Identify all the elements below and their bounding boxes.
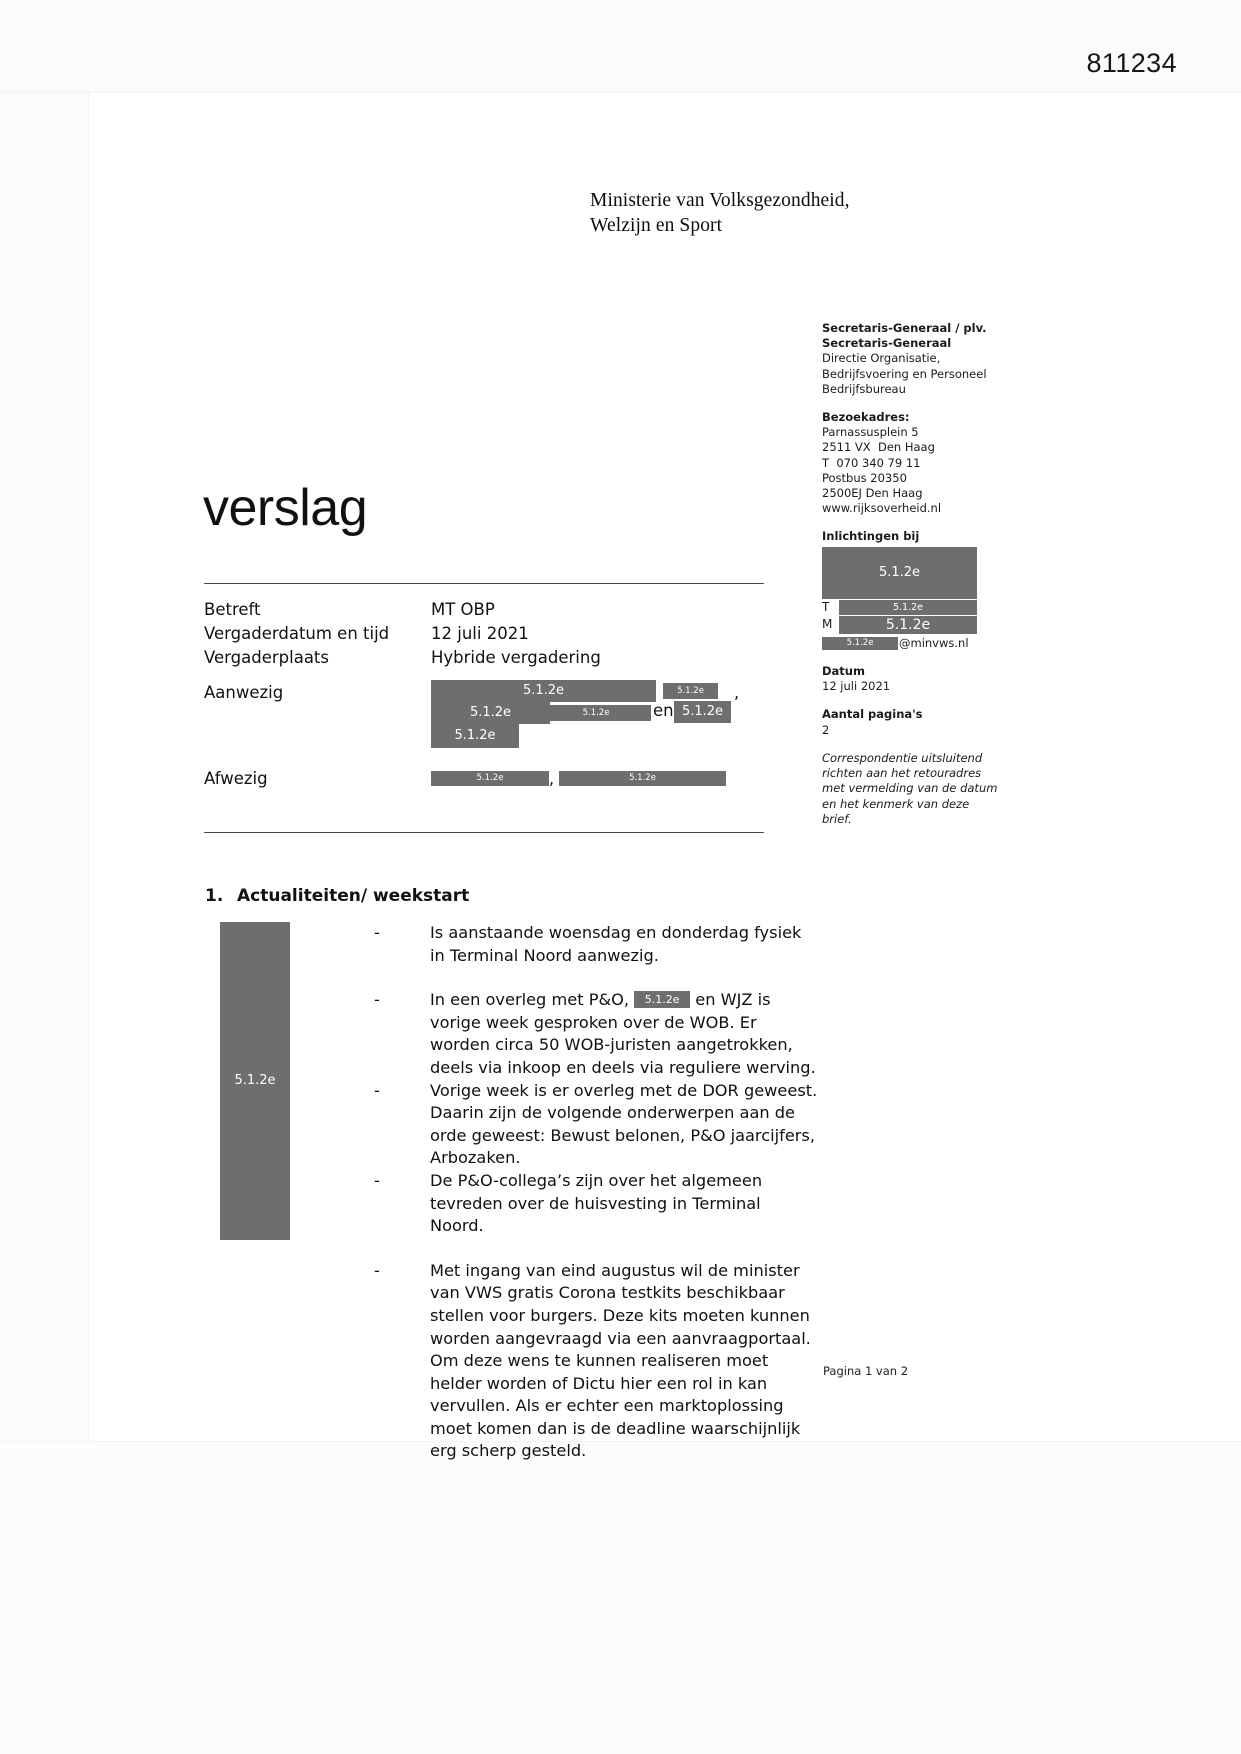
sidebar-organisation-block [822,321,1012,397]
sidebar-visiting-address-block [822,410,1012,516]
redaction-absentee-1: 5.1.2e [431,771,549,786]
section-heading [205,886,469,906]
ministry-line-2: Welzijn en Sport [590,215,723,236]
ministry-line-1: Ministerie van Volksgezondheid, [590,190,850,211]
visit-address-city: 2500EJ Den Haag [822,486,923,501]
bullet-text: Is aanstaande woensdag en donderdag fysiek in Terminal Noord aanwezig. [430,923,802,965]
redaction-phone: 5.1.2e [839,600,977,615]
bullet-gap [374,967,819,989]
sidebar-correspondence-note [822,751,1012,827]
vergaderdatum-value: 12 juli 2021 [431,624,529,643]
sidebar-date-block [822,664,1012,694]
section-bullet-list [374,922,819,1463]
sidebar-pagecount-head: Aantal pagina's [822,707,923,722]
meta-row-betreft [204,598,769,622]
divider-bottom [204,832,764,833]
org-line-1: Directie Organisatie, [822,351,941,366]
visit-address-postbus: Postbus 20350 [822,470,907,485]
bullet-text: Met ingang van eind augustus wil de minister van VWS gratis Corona testkits beschikbaar stellen voor burgers. Deze kits moeten kunnen worden aangevraagd via een aanvraagportaal. Om deze wens te kunnen realiseren moet helder worden of Dictu hier een rol in kan vervullen. Als er echter een marktoplossing moet komen dan is de deadline waarschijnlijk erg scherp gesteld. [430,1260,811,1461]
redaction-contact-name: 5.1.2e [822,547,977,599]
scan-edge-top [0,0,1241,93]
meta-row-vergaderdatum [204,622,769,646]
mobile-label: M [822,617,833,632]
sidebar-date-head: Datum [822,664,865,679]
ministry-heading [590,188,850,238]
list-item [374,1170,819,1238]
email-domain-suffix: @minvws.nl [899,635,969,650]
org-head-line-1: Secretaris-Generaal / plv. [822,321,987,335]
bullet-text: Vorige week is er overleg met de DOR geweest. Daarin zijn de volgende onderwerpen aan de orde geweest: Bewust belonen, P&O jaarcijfers, Arbozaken. [430,1080,818,1168]
bullet-dash: - [374,990,380,1010]
bullet-dash: - [374,1170,380,1190]
attendee-comma-1: , [734,683,740,702]
bullet-dash: - [374,1080,380,1100]
bullet-text-after: en WJZ is vorige week gesproken over de WOB. Er worden circa 50 WOB-juristen aangetrokken, deels via inkoop en deels via reguliere werving. [430,990,816,1077]
redaction-attendee-5: 5.1.2e [674,701,731,723]
sidebar-date-value: 12 juli 2021 [822,679,891,694]
absentee-comma: , [549,769,555,788]
meta-row-vergaderplaats [204,646,769,670]
bullet-dash: - [374,1260,380,1280]
list-item [374,1080,819,1170]
redaction-inline-name: 5.1.2e [634,991,690,1008]
scan-edge-bottom [0,1441,1241,1754]
note-line-3: met vermelding van de datum [822,781,998,796]
redaction-attendee-1: 5.1.2e [431,680,656,702]
bullet-text: De P&O-collega’s zijn over het algemeen tevreden over de huisvesting in Terminal Noord. [430,1170,763,1236]
redaction-speaker-name: 5.1.2e [220,922,290,1240]
afwezig-label: Afwezig [204,769,268,788]
betreft-label: Betreft [204,600,261,619]
redaction-attendee-2: 5.1.2e [663,683,718,699]
page-title: verslag [203,479,368,537]
page-footer: Pagina 1 van 2 [823,1364,909,1378]
redaction-attendee-3: 5.1.2e [431,702,550,724]
bullet-text-before: In een overleg met P&O, [430,990,629,1010]
aanwezig-label: Aanwezig [204,683,284,702]
redaction-email: 5.1.2e [822,637,898,650]
visit-address-line-1: Parnassusplein 5 [822,425,919,440]
attendee-conjunction: en [653,701,674,720]
phone-label: T [822,599,830,614]
contact-info-head: Inlichtingen bij [822,529,920,544]
vergaderplaats-label: Vergaderplaats [204,648,329,667]
bullet-gap [374,1238,819,1260]
visit-address-head: Bezoekadres: [822,410,910,425]
section-number: 1. [205,886,224,906]
visit-address-line-2: 2511 VX Den Haag [822,440,935,455]
org-line-3: Bedrijfsbureau [822,381,906,396]
note-line-5: brief. [822,812,852,827]
list-item [374,1260,819,1463]
vergaderplaats-value: Hybride vergadering [431,648,601,667]
section-title: Actualiteiten/ weekstart [237,886,470,906]
note-line-4: en het kenmerk van deze [822,796,970,811]
org-line-2: Bedrijfsvoering en Personeel [822,366,987,381]
visit-address-website: www.rijksoverheid.nl [822,501,942,516]
bullet-dash: - [374,923,380,942]
org-head-line-2: Secretaris-Generaal [822,336,952,351]
redaction-mobile: 5.1.2e [839,616,977,634]
contact-phone-row [822,600,1012,615]
note-line-1: Correspondentie uitsluitend [822,750,983,765]
list-item [374,989,819,1079]
redaction-attendee-6: 5.1.2e [431,724,519,748]
document-number: 811234 [1086,48,1177,78]
redaction-attendee-4: 5.1.2e [541,705,651,721]
contact-email-row [822,636,1012,651]
contact-mobile-row [822,616,1012,634]
betreft-value: MT OBP [431,600,495,619]
redaction-absentee-2: 5.1.2e [559,771,726,786]
meeting-metadata [204,598,769,670]
sidebar [822,321,1012,840]
sidebar-contact-block [822,529,1012,651]
visit-address-phone: T 070 340 79 11 [822,455,921,470]
list-item [374,922,819,967]
divider-top [204,583,764,584]
sidebar-pagecount-block [822,707,1012,737]
vergaderdatum-label: Vergaderdatum en tijd [204,624,390,643]
sidebar-pagecount-value: 2 [822,722,830,737]
note-line-2: richten aan het retouradres [822,766,982,781]
